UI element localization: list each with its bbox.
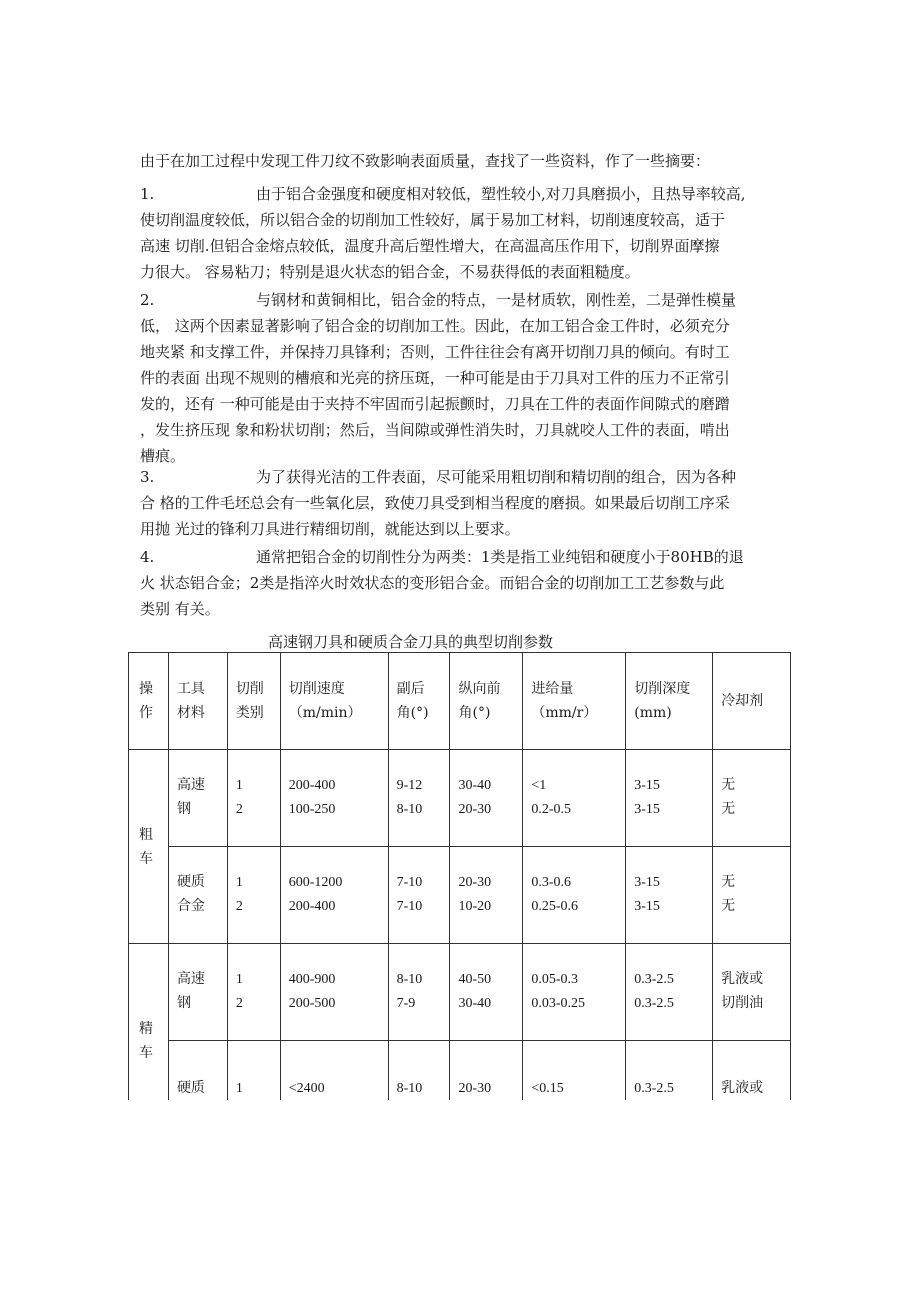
type-cell [227, 750, 280, 847]
cell-text: 切削油 [721, 996, 764, 1011]
cell-text: 40-50 [458, 972, 492, 987]
depth-cell [626, 944, 713, 1041]
header-text: 切削深度 [634, 681, 691, 697]
cell-text: 乳液或 [721, 972, 764, 987]
operation-text: 粗 [139, 826, 153, 843]
cell-text: 0.3-2.5 [634, 996, 674, 1011]
header-text: 冷却剂 [721, 693, 764, 709]
cell-text: 0.03-0.25 [531, 996, 585, 1011]
cell-text: 200-400 [288, 778, 336, 793]
table-container [128, 652, 792, 1100]
feed-cell [523, 750, 626, 847]
cell-text: 3-15 [634, 778, 660, 793]
item-line: 1. 由于铝合金强度和硬度相对较低，塑性较小,对刀具磨损小，且热导率较高, [140, 181, 790, 207]
header-cell [129, 653, 169, 750]
cell-text: 无 [721, 899, 736, 914]
table-row [129, 750, 791, 847]
header-cell [227, 653, 280, 750]
cell-text: 0.25-0.6 [531, 899, 578, 914]
tool-cell [168, 944, 227, 1041]
cutting-parameters-table [128, 652, 791, 1100]
header-cell [388, 653, 450, 750]
table-row [129, 944, 791, 1041]
feed-cell [523, 944, 626, 1041]
item-number: 1. [140, 185, 155, 203]
cell-text: 200-400 [288, 899, 336, 914]
cell-text: 0.2-0.5 [531, 802, 571, 817]
header-text: （m/min） [288, 705, 362, 721]
cell-text: <1 [531, 778, 547, 793]
header-text: 类别 [235, 705, 264, 721]
cell-text: 7-10 [396, 875, 423, 890]
coolant-cell [713, 847, 791, 944]
item-number: 3. [140, 468, 155, 486]
cell-text: 100-250 [288, 802, 336, 817]
header-text: 纵向前 [458, 681, 501, 697]
cell-text: 8-10 [396, 1081, 423, 1096]
coolant-cell [713, 1041, 791, 1101]
table-row [129, 847, 791, 944]
cell-text: 无 [721, 875, 736, 890]
operation-cell [129, 750, 169, 944]
cell-text: 硬质 [176, 1081, 205, 1096]
cell-text: 9-12 [396, 778, 423, 793]
coolant-cell [713, 944, 791, 1041]
header-text: （mm/r） [531, 705, 598, 721]
header-text: 角(°) [458, 705, 491, 721]
rake-cell [450, 750, 523, 847]
cell-text: 高速 [176, 778, 205, 793]
feed-cell [523, 847, 626, 944]
header-cell [168, 653, 227, 750]
header-text: 副后 [396, 681, 425, 697]
cell-text: <0.15 [531, 1081, 564, 1096]
header-text: 工具 [176, 681, 205, 697]
cell-text: 7-10 [396, 899, 423, 914]
header-text: 进给量 [531, 681, 574, 697]
clearance-cell [388, 1041, 450, 1101]
header-cell [280, 653, 388, 750]
cell-text: 7-9 [396, 996, 416, 1011]
cell-text: 20-30 [458, 1081, 492, 1096]
item-line: 用抛 光过的锋利刀具进行精细切削，就能达到以上要求。 [140, 520, 520, 538]
cell-text: 0.3-2.5 [634, 1081, 674, 1096]
cell-text: 高速 [176, 972, 205, 987]
item-line: 槽痕。 [140, 447, 186, 465]
tool-cell [168, 847, 227, 944]
item-line: 地夹紧 和支撑工件，并保持刀具锋利；否则，工件往往会有离开切削刀具的倾向。有时工 [140, 343, 730, 361]
cell-text: 30-40 [458, 996, 492, 1011]
cell-text: 20-30 [458, 875, 492, 890]
rake-cell [450, 944, 523, 1041]
item-line: 低， 这两个因素显著影响了铝合金的切削加工性。因此，在加工铝合金工件时，必须充分 [140, 317, 730, 335]
type-cell [227, 1041, 280, 1101]
clearance-cell [388, 944, 450, 1041]
clearance-cell [388, 847, 450, 944]
type-cell [227, 944, 280, 1041]
depth-cell [626, 1041, 713, 1101]
cell-text: 8-10 [396, 802, 423, 817]
list-item-3 [140, 464, 790, 542]
cell-text: 2 [235, 802, 243, 817]
cell-text: 1 [235, 1081, 243, 1096]
cell-text: 0.3-2.5 [634, 972, 674, 987]
rake-cell [450, 1041, 523, 1101]
cell-text: 3-15 [634, 899, 660, 914]
header-text: 角(°) [396, 705, 429, 721]
operation-text: 精 [139, 1020, 153, 1037]
operation-text: 车 [139, 850, 153, 867]
cell-text: 8-10 [396, 972, 423, 987]
cell-text: 3-15 [634, 802, 660, 817]
coolant-cell [713, 750, 791, 847]
item-line: 件的表面 出现不规则的槽痕和光亮的挤压斑，一种可能是由于刀具对工件的压力不正常引 [140, 369, 730, 387]
cell-text: <2400 [288, 1081, 325, 1096]
item-line: 3. 为了获得光洁的工件表面，尽可能采用粗切削和精切削的组合，因为各种 [140, 464, 790, 490]
tool-cell [168, 1041, 227, 1101]
table-row [129, 1041, 791, 1101]
header-cell [626, 653, 713, 750]
header-text: 材料 [176, 705, 205, 721]
cell-text: 3-15 [634, 875, 660, 890]
item-number: 2. [140, 291, 155, 309]
operation-text: 车 [139, 1044, 153, 1061]
header-text: 切削 [235, 681, 264, 697]
type-cell [227, 847, 280, 944]
speed-cell [280, 1041, 388, 1101]
cell-text: 硬质 [176, 875, 205, 890]
cell-text: 10-20 [458, 899, 492, 914]
header-text: (mm) [634, 705, 672, 721]
clearance-cell [388, 750, 450, 847]
speed-cell [280, 944, 388, 1041]
header-cell [450, 653, 523, 750]
list-item-2 [140, 287, 790, 469]
cell-text: 1 [235, 875, 243, 890]
item-line: ，发生挤压现 象和粉状切削；然后，当间隙或弹性消失时，刀具就咬人工件的表面，啃出 [140, 421, 730, 439]
header-cell [713, 653, 791, 750]
header-text: 操 [139, 681, 153, 697]
depth-cell [626, 750, 713, 847]
item-number: 4. [140, 548, 155, 566]
rake-cell [450, 847, 523, 944]
table-title: 高速钢刀具和硬质合金刀具的典型切削参数 [268, 633, 554, 651]
cell-text: 钢 [176, 802, 191, 817]
item-line: 使切削温度较低，所以铝合金的切削加工性较好，属于易加工材料，切削速度较高，适于 [140, 211, 726, 229]
cell-text: 2 [235, 996, 243, 1011]
cell-text: 0.05-0.3 [531, 972, 578, 987]
tool-cell [168, 750, 227, 847]
cell-text: 400-900 [288, 972, 336, 987]
operation-cell [129, 944, 169, 1101]
depth-cell [626, 847, 713, 944]
cell-text: 1 [235, 972, 243, 987]
cell-text: 2 [235, 899, 243, 914]
speed-cell [280, 847, 388, 944]
header-text: 切削速度 [288, 681, 345, 697]
cell-text: 无 [721, 802, 736, 817]
item-line: 4. 通常把铝合金的切削性分为两类：1类是指工业纯铝和硬度小于80HB的退 [140, 544, 790, 570]
cell-text: 20-30 [458, 802, 492, 817]
table-body [129, 750, 791, 1101]
item-line: 类别 有关。 [140, 600, 220, 618]
cell-text: 1 [235, 778, 243, 793]
cell-text: 钢 [176, 996, 191, 1011]
cell-text: 无 [721, 778, 736, 793]
list-item-4 [140, 544, 790, 622]
cell-text: 30-40 [458, 778, 492, 793]
table-header-row [129, 653, 791, 750]
list-item-1 [140, 181, 790, 285]
item-line: 合 格的工件毛坯总会有一些氧化层，致使刀具受到相当程度的磨损。如果最后切削工序采 [140, 494, 730, 512]
cell-text: 乳液或 [721, 1081, 764, 1096]
cell-text: 合金 [176, 899, 205, 914]
intro-paragraph: 由于在加工过程中发现工件刀纹不致影响表面质量，查找了一些资料，作了一些摘要： [140, 152, 711, 170]
item-line: 火 状态铝合金；2类是指淬火时效状态的变形铝合金。而铝合金的切削加工工艺参数与此 [140, 574, 725, 592]
item-line: 2. 与钢材和黄铜相比，铝合金的特点，一是材质软，刚性差，二是弹性模量 [140, 287, 790, 313]
header-cell [523, 653, 626, 750]
item-line: 发的，还有 一种可能是由于夹持不牢固而引起振颤时，刀具在工件的表面作间隙式的磨蹭 [140, 395, 730, 413]
item-line: 高速 切削.但铝合金熔点较低，温度升高后塑性增大，在高温高压作用下，切削界面摩擦 [140, 237, 720, 255]
header-text: 作 [139, 705, 153, 721]
speed-cell [280, 750, 388, 847]
cell-text: 200-500 [288, 996, 336, 1011]
cell-text: 0.3-0.6 [531, 875, 571, 890]
item-line: 力很大。 容易粘刀；特别是退火状态的铝合金，不易获得低的表面粗糙度。 [140, 263, 640, 281]
feed-cell [523, 1041, 626, 1101]
cell-text: 600-1200 [288, 875, 343, 890]
